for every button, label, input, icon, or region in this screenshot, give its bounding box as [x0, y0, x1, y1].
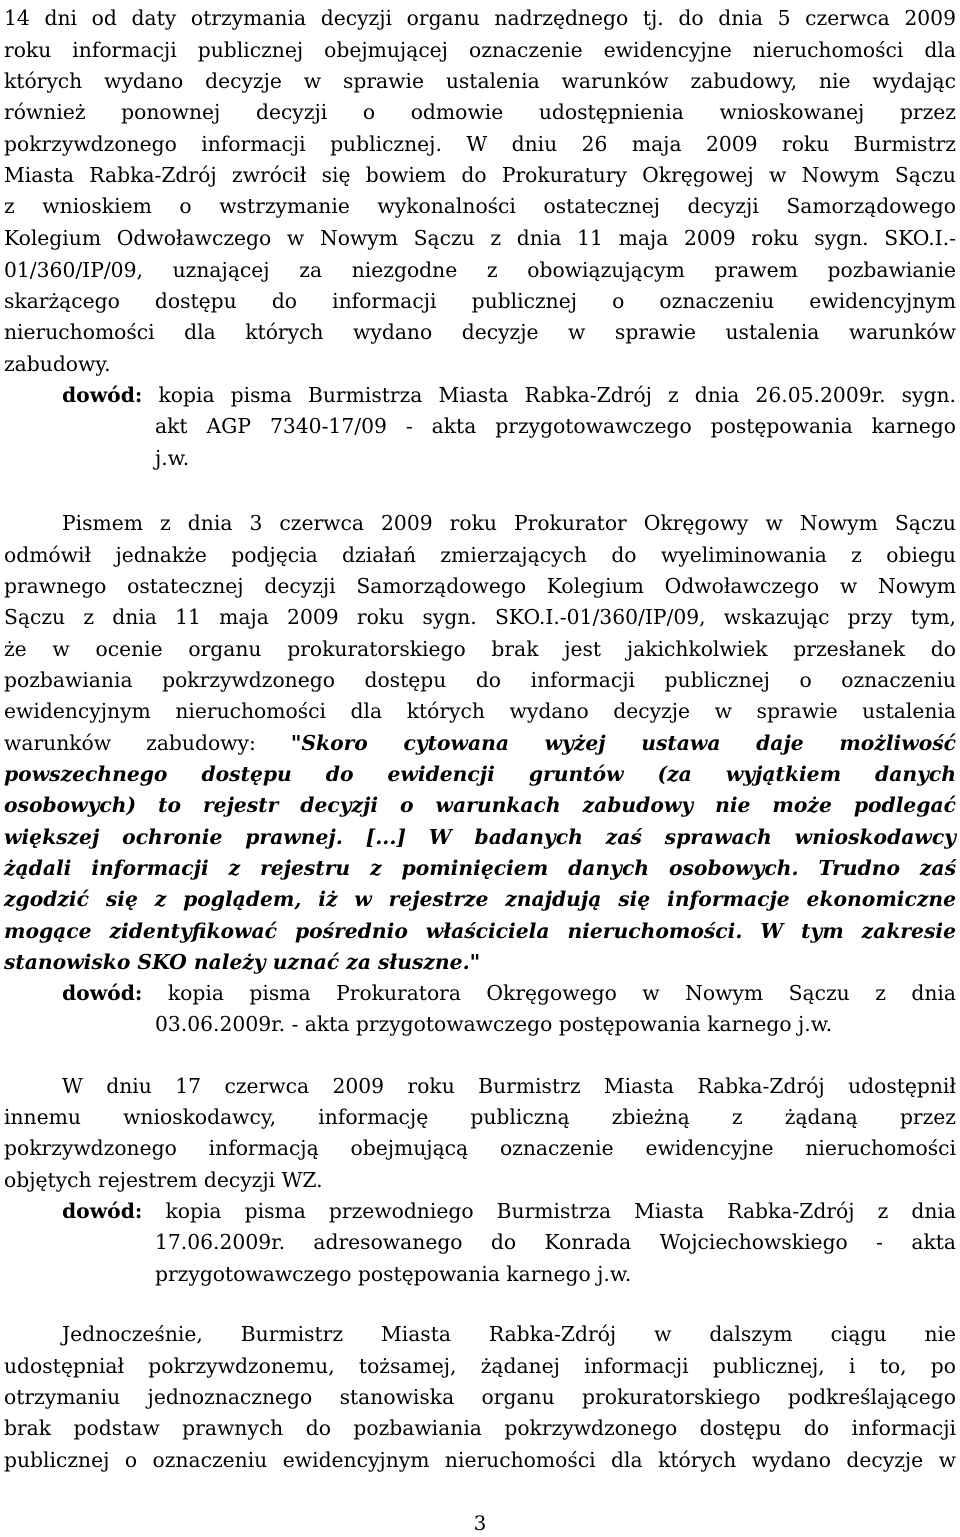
quoted-line: stanowisko SKO należy uznać za słuszne.": [4, 950, 481, 974]
body-line: pokrzywdzonego informacji publicznej. W dniu 26 maja 2009 roku Burmistrz: [4, 132, 956, 156]
body-line: Kolegium Odwoławczego w Nowym Sączu z dnia 11 maja 2009 roku sygn. SKO.I.-: [4, 226, 956, 250]
body-line: Pismem z dnia 3 czerwca 2009 roku Prokurator Okręgowy w Nowym Sączu: [62, 511, 956, 535]
quoted-line: osobowych) to rejestr decyzji o warunkach zabudowy nie może podlegać: [4, 793, 956, 817]
body-line: nieruchomości dla których wydano decyzje w sprawie ustalenia warunków: [4, 320, 956, 344]
evidence-line: przygotowawczego postępowania karnego j.w.: [155, 1262, 632, 1286]
evidence-line: j.w.: [155, 446, 190, 470]
body-line: innemu wnioskodawcy, informację publiczną zbieżną z żądaną przez: [4, 1105, 956, 1129]
evidence-line: 03.06.2009r. - akta przygotowawczego postępowania karnego j.w.: [155, 1012, 833, 1036]
body-line: pozbawiania pokrzywdzonego dostępu do informacji publicznej o oznaczeniu: [4, 668, 956, 692]
body-line: Sączu z dnia 11 maja 2009 roku sygn. SKO.I.-01/360/IP/09, wskazując przy tym,: [4, 605, 956, 629]
body-text: warunków zabudowy:: [4, 731, 291, 755]
page-number: 3: [473, 1511, 487, 1535]
evidence-line: [62, 978, 956, 1009]
evidence-line: [62, 1196, 956, 1227]
evidence-label: dowód:: [62, 1199, 143, 1223]
quoted-line: mogące zidentyfikować pośrednio właściciela nieruchomości. W tym zakresie: [4, 919, 956, 943]
body-line: pokrzywdzonego informacją obejmującą oznaczenie ewidencyjne nieruchomości: [4, 1136, 956, 1160]
evidence-text: kopia pisma Prokuratora Okręgowego w Nowym Sączu z dnia: [142, 981, 956, 1005]
evidence-line: akt AGP 7340-17/09 - akta przygotowawczego postępowania karnego: [155, 414, 956, 438]
body-line: [4, 728, 956, 759]
body-line: Miasta Rabka-Zdrój zwrócił się bowiem do Prokuratury Okręgowej w Nowym Sączu: [4, 163, 956, 187]
evidence-line: [62, 380, 956, 411]
body-line: zabudowy.: [4, 352, 111, 376]
body-line: ewidencyjnym nieruchomości dla których wydano decyzje w sprawie ustalenia: [4, 699, 956, 723]
quoted-line: większej ochronie prawnej. [...] W badanych zaś sprawach wnioskodawcy: [4, 825, 956, 849]
body-line: 01/360/IP/09, uznającej za niezgodne z obowiązującym prawem pozbawianie: [4, 258, 956, 282]
body-line: otrzymaniu jednoznacznego stanowiska organu prokuratorskiego podkreślającego: [4, 1385, 956, 1409]
quoted-line: zgodzić się z poglądem, iż w rejestrze znajdują się informacje ekonomiczne: [4, 887, 956, 911]
evidence-text: kopia pisma przewodniego Burmistrza Miasta Rabka-Zdrój z dnia: [142, 1199, 956, 1223]
body-line: Jednocześnie, Burmistrz Miasta Rabka-Zdrój w dalszym ciągu nie: [62, 1322, 956, 1346]
body-line: prawnego ostatecznej decyzji Samorządowego Kolegium Odwoławczego w Nowym: [4, 574, 956, 598]
body-line: udostępniał pokrzywdzonemu, tożsamej, żądanej informacji publicznej, i to, po: [4, 1354, 956, 1378]
evidence-text: kopia pisma Burmistrza Miasta Rabka-Zdrój z dnia 26.05.2009r. sygn.: [142, 383, 956, 407]
quoted-text: "Skoro cytowana wyżej ustawa daje możliwość: [290, 731, 956, 755]
body-line: również ponownej decyzji o odmowie udostępnienia wnioskowanej przez: [4, 100, 956, 124]
body-line: brak podstaw prawnych do pozbawiania pokrzywdzonego dostępu do informacji: [4, 1416, 956, 1440]
body-line: publicznej o oznaczeniu ewidencyjnym nieruchomości dla których wydano decyzje w: [4, 1448, 956, 1472]
quoted-line: powszechnego dostępu do ewidencji gruntów (za wyjątkiem danych: [4, 762, 956, 786]
body-line: W dniu 17 czerwca 2009 roku Burmistrz Miasta Rabka-Zdrój udostępnił: [62, 1074, 956, 1098]
body-line: 14 dni od daty otrzymania decyzji organu nadrzędnego tj. do dnia 5 czerwca 2009: [4, 6, 956, 30]
body-line: roku informacji publicznej obejmującej oznaczenie ewidencyjne nieruchomości dla: [4, 38, 956, 62]
body-line: że w ocenie organu prokuratorskiego brak jest jakichkolwiek przesłanek do: [4, 637, 956, 661]
body-line: objętych rejestrem decyzji WZ.: [4, 1168, 323, 1192]
evidence-label: dowód:: [62, 383, 143, 407]
quoted-line: żądali informacji z rejestru z pominięciem danych osobowych. Trudno zaś: [4, 856, 956, 880]
body-line: odmówił jednakże podjęcia działań zmierzających do wyeliminowania z obiegu: [4, 543, 956, 567]
body-line: z wnioskiem o wstrzymanie wykonalności ostatecznej decyzji Samorządowego: [4, 194, 956, 218]
evidence-line: 17.06.2009r. adresowanego do Konrada Wojciechowskiego - akta: [155, 1230, 956, 1254]
body-line: których wydano decyzje w sprawie ustalenia warunków zabudowy, nie wydając: [4, 69, 956, 93]
body-line: skarżącego dostępu do informacji publicznej o oznaczeniu ewidencyjnym: [4, 289, 956, 313]
evidence-label: dowód:: [62, 981, 143, 1005]
